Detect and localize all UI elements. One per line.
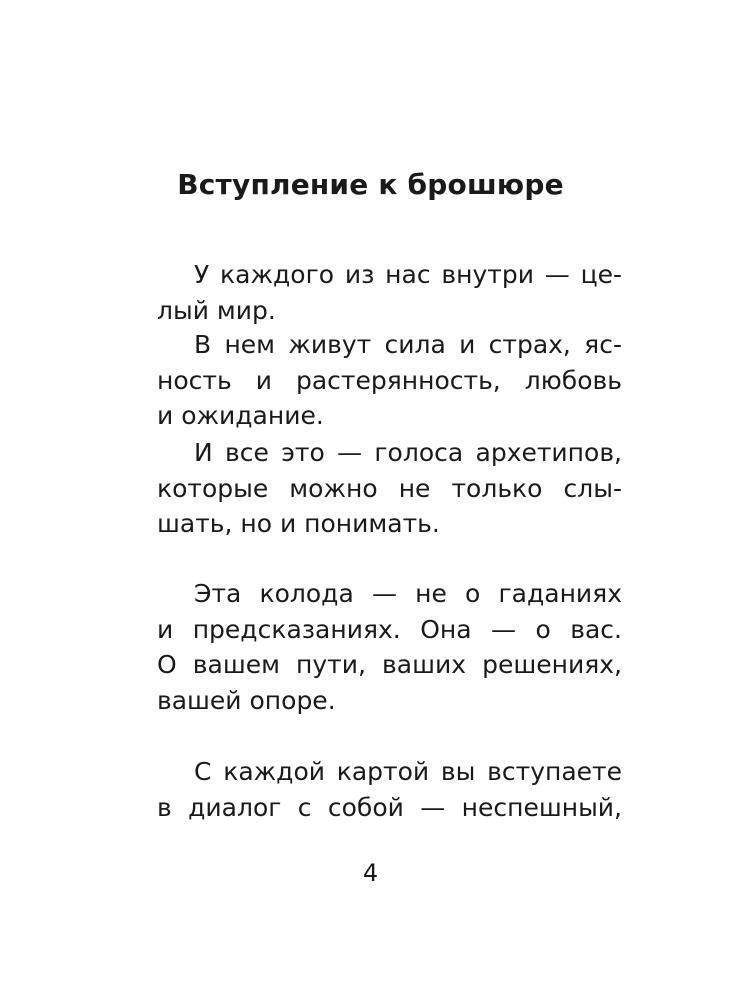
text-line: в диалог с собой — неспешный, <box>157 792 622 822</box>
text-line: И все это — голоса архетипов, <box>194 438 622 467</box>
text-line: У каждого из нас внутри — це- <box>194 260 622 289</box>
paragraph-5 <box>157 754 622 825</box>
paragraph-1 <box>157 257 622 328</box>
text-line: О вашем пути, ваших решениях, <box>157 650 622 679</box>
paragraph-4 <box>157 576 622 718</box>
text-line: вашей опоре. <box>157 685 336 715</box>
text-line: ность и растерянность, любовь <box>157 365 622 395</box>
text-line: С каждой картой вы вступаете <box>194 757 622 786</box>
page-number: 4 <box>362 859 379 887</box>
text-line: В нем живут сила и страх, яс- <box>194 330 622 359</box>
text-line: лый мир. <box>157 295 276 325</box>
paragraph-3 <box>157 435 622 542</box>
page-title: Вступление к брошюре <box>177 168 564 201</box>
text-line: и предсказаниях. Она — о вас. <box>157 614 622 644</box>
text-line: и ожидание. <box>157 401 324 430</box>
text-line: которые можно не только слы- <box>157 473 622 503</box>
text-line: шать, но и понимать. <box>157 509 440 538</box>
paragraph-2 <box>157 327 622 434</box>
text-line: Эта колода — не о гаданиях <box>194 579 622 608</box>
